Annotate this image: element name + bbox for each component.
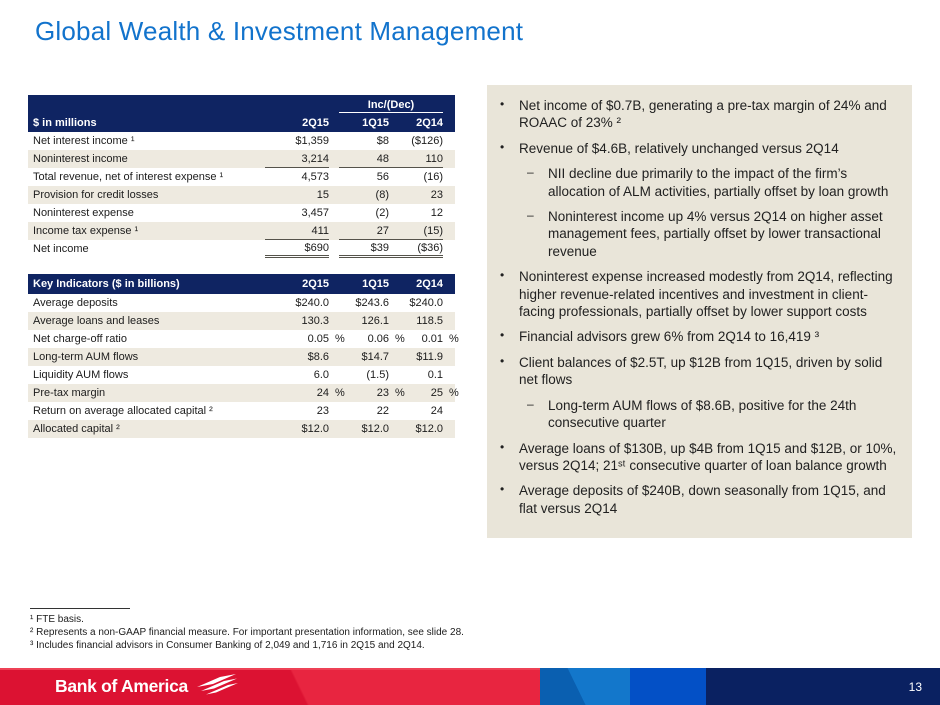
cell-2q14: $11.9 <box>416 351 443 363</box>
bullet-icon: • <box>500 139 505 154</box>
cell-1q15: (2) <box>375 207 389 219</box>
row-label: Liquidity AUM flows <box>33 369 129 381</box>
footnote-3: ³ Includes financial advisors in Consumer Banking of 2,049 and 1,716 in 2Q15 and 2Q14. <box>30 640 425 651</box>
cell-2q14: 23 <box>430 189 443 201</box>
col-header-2q14: 2Q14 <box>416 116 443 129</box>
bullet-icon: • <box>500 97 505 111</box>
cell-1q15: 27 <box>376 224 389 237</box>
footer-royal-blue-section <box>630 668 706 705</box>
highlight-text: Net income of $0.7B, generating a pre-tax margin of 24% and ROAAC of 23% ² <box>519 98 887 131</box>
key-indicators-table <box>28 274 459 438</box>
list-item <box>500 482 898 517</box>
cell-2q14: 12 <box>430 207 443 219</box>
list-item <box>500 354 898 389</box>
cell-2q14: 25 % <box>430 387 459 399</box>
cell-2q15: 23 <box>316 405 329 417</box>
cell-2q14: 110 <box>425 152 443 165</box>
cell-1q15: $243.6 <box>355 297 389 309</box>
bank-of-america-flag-icon <box>196 673 238 697</box>
footer-navy-section <box>706 668 940 705</box>
table-row <box>28 294 455 312</box>
key-indicators-title: Key Indicators ($ in billions) <box>33 278 180 290</box>
cell-1q15: $39 <box>370 241 389 254</box>
row-label: Average loans and leases <box>33 315 160 327</box>
row-label: Noninterest income <box>33 153 128 165</box>
table-row <box>28 402 455 420</box>
key-indicators-header <box>28 274 455 294</box>
cell-1q15: 48 <box>376 152 389 165</box>
highlight-text: Revenue of $4.6B, relatively unchanged versus 2Q14 <box>519 140 839 156</box>
cell-2q14: $240.0 <box>409 297 443 309</box>
highlight-text: Average loans of $130B, up $4B from 1Q15 and $12B, or 10%, versus 2Q14; 21ˢᵗ consecutive quarter of loan balance growth <box>519 440 897 473</box>
row-label: Noninterest expense <box>33 207 134 219</box>
row-label: Long-term AUM flows <box>33 351 139 363</box>
col-header-2q14: 2Q14 <box>416 278 443 290</box>
cell-1q15: 126.1 <box>361 315 389 327</box>
cell-2q15: 3,457 <box>301 207 329 219</box>
cell-2q14: 0.1 <box>427 369 443 381</box>
income-statement-table <box>28 95 455 258</box>
list-item <box>500 397 898 432</box>
footer-banner <box>0 668 940 705</box>
cell-1q15: 22 <box>376 405 389 417</box>
col-header-2q15: 2Q15 <box>302 116 329 129</box>
col-header-2q15: 2Q15 <box>302 278 329 290</box>
income-table-title: $ in millions <box>33 116 97 129</box>
cell-2q15: 6.0 <box>313 369 329 381</box>
cell-2q15: $1,359 <box>295 135 329 147</box>
cell-2q14: (15) <box>423 224 443 237</box>
cell-2q15: 130.3 <box>301 315 329 327</box>
list-item <box>500 328 898 345</box>
cell-2q14: 118.5 <box>416 315 443 327</box>
cell-2q14: 24 <box>430 405 443 417</box>
list-item <box>500 440 898 475</box>
highlight-text: Noninterest expense increased modestly from 2Q14, reflecting higher revenue-related incentives and investment in client-facing professionals, partially offset by lower support costs <box>519 269 893 320</box>
table-row <box>28 204 455 222</box>
table-row <box>28 366 455 384</box>
list-item <box>500 165 898 200</box>
row-label: Net interest income ¹ <box>33 135 135 147</box>
logo-text: Bank of America <box>55 676 188 696</box>
footer-red-section <box>0 668 540 705</box>
dash-icon: – <box>527 208 534 223</box>
table-row <box>28 420 455 438</box>
highlights-panel <box>487 85 912 538</box>
cell-1q15: (8) <box>375 189 389 201</box>
cell-1q15: $12.0 <box>361 423 389 435</box>
highlights-list <box>500 97 898 517</box>
row-label: Pre-tax margin <box>33 387 106 399</box>
cell-2q15: $690 <box>304 241 329 254</box>
row-label: Return on average allocated capital ² <box>33 405 213 417</box>
cell-2q14: 0.01 % <box>421 333 459 345</box>
cell-2q14: $12.0 <box>415 423 443 435</box>
col-header-1q15: 1Q15 <box>362 278 389 290</box>
cell-1q15: 56 <box>376 171 389 183</box>
list-item <box>500 268 898 320</box>
page-title: Global Wealth & Investment Management <box>35 16 524 46</box>
table-row <box>28 150 455 168</box>
bullet-icon: • <box>500 328 505 343</box>
footer-bright-blue-section <box>540 668 630 705</box>
dash-icon: – <box>527 396 534 411</box>
cell-2q15: 3,214 <box>301 152 329 165</box>
cell-2q15: $12.0 <box>301 423 329 435</box>
income-table-header <box>28 95 455 132</box>
list-item <box>500 208 898 260</box>
table-row <box>28 168 455 186</box>
row-label: Income tax expense ¹ <box>33 225 139 237</box>
table-row <box>28 240 455 258</box>
list-item <box>500 97 898 132</box>
page-number: 13 <box>908 679 922 694</box>
cell-2q15: 0.05 % <box>307 333 345 345</box>
cell-2q15: 411 <box>311 224 329 237</box>
row-label: Allocated capital ² <box>33 423 120 435</box>
cell-1q15: 23 % <box>376 387 405 399</box>
highlight-text: NII decline due primarily to the impact of the firm’s allocation of ALM activities, partially offset by loan growth <box>548 166 889 199</box>
bullet-icon: • <box>500 482 505 497</box>
cell-1q15: $14.7 <box>361 351 389 363</box>
highlight-text: Noninterest income up 4% versus 2Q14 on higher asset management fees, partially offset by lower transactional revenue <box>548 209 883 259</box>
cell-2q14: (16) <box>423 171 443 183</box>
cell-1q15: 0.06 % <box>367 333 405 345</box>
bank-of-america-logo <box>55 668 238 705</box>
highlight-text: Financial advisors grew 6% from 2Q14 to 16,419 ³ <box>519 329 820 345</box>
row-label: Net income <box>33 243 89 255</box>
table-row <box>28 312 455 330</box>
highlight-text: Average deposits of $240B, down seasonally from 1Q15, and flat versus 2Q14 <box>519 483 886 516</box>
list-item <box>500 140 898 157</box>
cell-2q14: ($126) <box>411 135 443 147</box>
highlight-text: Long-term AUM flows of $8.6B, positive for the 24th consecutive quarter <box>548 397 857 431</box>
table-row <box>28 132 455 150</box>
row-label: Total revenue, net of interest expense ¹ <box>33 171 224 183</box>
table-row <box>28 384 459 402</box>
dash-icon: – <box>527 165 534 180</box>
col-header-1q15: 1Q15 <box>362 116 389 129</box>
table-row <box>28 186 455 204</box>
footnotes <box>30 608 670 652</box>
table-row <box>28 330 459 348</box>
cell-2q15: $8.6 <box>307 351 329 363</box>
row-label: Net charge-off ratio <box>33 333 127 345</box>
cell-2q15: $240.0 <box>295 297 329 309</box>
inc-dec-group-header: Inc/(Dec) <box>339 99 443 113</box>
cell-1q15: $8 <box>376 135 389 147</box>
cell-2q15: 24 % <box>316 387 345 399</box>
cell-1q15: (1.5) <box>366 369 389 381</box>
cell-2q15: 15 <box>316 189 329 201</box>
footnote-divider <box>30 608 130 609</box>
row-label: Average deposits <box>33 297 118 309</box>
row-label: Provision for credit losses <box>33 189 159 201</box>
bullet-icon: • <box>500 353 505 368</box>
table-row <box>28 348 455 366</box>
footnote-2: ² Represents a non-GAAP financial measure. For important presentation information, see slide 28. <box>30 627 464 638</box>
cell-2q14: ($36) <box>417 241 443 254</box>
bullet-icon: • <box>500 439 505 454</box>
cell-2q15: 4,573 <box>301 171 329 183</box>
highlight-text: Client balances of $2.5T, up $12B from 1Q15, driven by solid net flows <box>519 354 883 388</box>
footnote-1: ¹ FTE basis. <box>30 614 84 625</box>
table-row <box>28 222 455 240</box>
bullet-icon: • <box>500 268 505 283</box>
